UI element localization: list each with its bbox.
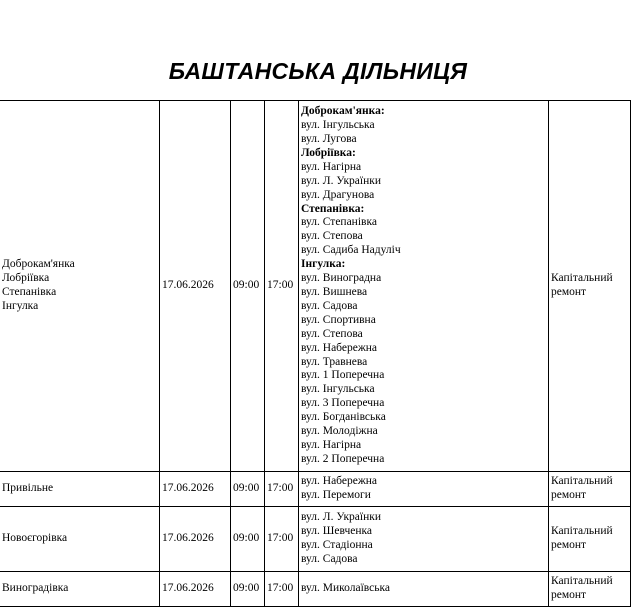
table-row bbox=[0, 472, 631, 507]
time-off-cell bbox=[231, 472, 265, 507]
street-name: вул. Нагірна bbox=[301, 160, 362, 173]
work-type-text: Капітальний bbox=[551, 575, 613, 588]
locality-heading: Доброкам'янка: bbox=[301, 105, 385, 118]
time-on-value: 17:00 bbox=[267, 532, 294, 545]
street-name: вул. 1 Поперечна bbox=[301, 369, 385, 382]
street-name: вул. Драгунова bbox=[301, 188, 375, 201]
time-on-value: 17:00 bbox=[267, 582, 294, 595]
table-row bbox=[0, 507, 631, 572]
date-value: 17.06.2026 bbox=[162, 532, 214, 545]
time-on-cell bbox=[265, 101, 299, 472]
time-off-value: 09:00 bbox=[233, 532, 260, 545]
time-on-cell bbox=[265, 472, 299, 507]
work-type-cell bbox=[549, 101, 631, 472]
locality-cell bbox=[0, 472, 160, 507]
street-name: вул. Миколаївська bbox=[301, 582, 391, 595]
street-name: вул. Виноградна bbox=[301, 272, 382, 285]
date-value: 17.06.2026 bbox=[162, 582, 214, 595]
time-on-value: 17:00 bbox=[267, 279, 294, 292]
street-name: вул. Стадіонна bbox=[301, 539, 373, 551]
work-type-text: ремонт bbox=[551, 589, 587, 601]
street-name: вул. Л. Українки bbox=[301, 174, 381, 187]
time-off-cell bbox=[231, 101, 265, 472]
locality-name: Інгулка bbox=[2, 299, 39, 312]
street-name: вул. Спортивна bbox=[301, 313, 376, 326]
locality-heading: Інгулка: bbox=[301, 258, 346, 271]
street-name: вул. Набережна bbox=[301, 475, 378, 488]
locality-name: Степанівка bbox=[2, 286, 57, 298]
locality-name: Лобріївка bbox=[2, 272, 50, 285]
time-on-value: 17:00 bbox=[267, 482, 294, 495]
outage-schedule-table bbox=[0, 100, 631, 607]
street-name: вул. Степанівка bbox=[301, 216, 377, 229]
locality-heading: Степанівка: bbox=[301, 202, 365, 215]
page-title: БАШТАНСЬКА ДІЛЬНИЦЯ bbox=[168, 58, 468, 84]
street-name: вул. Набережна bbox=[301, 341, 378, 354]
date-cell bbox=[160, 101, 231, 472]
locality-cell bbox=[0, 101, 160, 472]
time-on-cell bbox=[265, 572, 299, 607]
street-name: вул. Богданівська bbox=[301, 411, 386, 424]
streets-cell bbox=[299, 101, 549, 472]
street-name: вул. Травнева bbox=[301, 355, 368, 368]
locality-name: Новоєгорівка bbox=[2, 532, 68, 545]
work-type-text: Капітальний bbox=[551, 525, 613, 538]
time-off-value: 09:00 bbox=[233, 582, 260, 595]
street-name: вул. 3 Поперечна bbox=[301, 397, 385, 410]
work-type-text: Капітальний bbox=[551, 272, 613, 285]
street-name: вул. Степова bbox=[301, 327, 363, 340]
streets-cell bbox=[299, 572, 549, 607]
work-type-text: Капітальний bbox=[551, 475, 613, 488]
table-row bbox=[0, 101, 631, 472]
street-name: вул. Інгульська bbox=[301, 383, 375, 396]
table-row bbox=[0, 572, 631, 607]
street-name: вул. Лугова bbox=[301, 133, 357, 146]
street-name: вул. Перемоги bbox=[301, 489, 371, 501]
locality-name: Привільне bbox=[2, 482, 54, 495]
time-off-cell bbox=[231, 507, 265, 572]
date-value: 17.06.2026 bbox=[162, 482, 214, 495]
street-name: вул. Нагірна bbox=[301, 438, 362, 451]
locality-cell bbox=[0, 572, 160, 607]
locality-heading: Лобріївка: bbox=[301, 146, 356, 159]
locality-name: Доброкам'янка bbox=[2, 258, 75, 271]
date-cell bbox=[160, 472, 231, 507]
time-off-value: 09:00 bbox=[233, 279, 260, 292]
date-cell bbox=[160, 507, 231, 572]
streets-cell bbox=[299, 507, 549, 572]
work-type-text: ремонт bbox=[551, 489, 587, 501]
date-cell bbox=[160, 572, 231, 607]
street-name: вул. Шевченка bbox=[301, 525, 373, 538]
street-name: вул. Вишнева bbox=[301, 286, 368, 298]
street-name: вул. Степова bbox=[301, 230, 363, 243]
street-name: вул. Садиба Надуліч bbox=[301, 244, 401, 257]
streets-cell bbox=[299, 472, 549, 507]
work-type-cell bbox=[549, 507, 631, 572]
work-type-text: ремонт bbox=[551, 539, 587, 551]
work-type-cell bbox=[549, 472, 631, 507]
work-type-text: ремонт bbox=[551, 286, 587, 298]
street-name: вул. Молодіжна bbox=[301, 425, 378, 438]
work-type-cell bbox=[549, 572, 631, 607]
street-name: вул. Садова bbox=[301, 299, 358, 312]
time-off-cell bbox=[231, 572, 265, 607]
date-value: 17.06.2026 bbox=[162, 279, 214, 292]
locality-name: Виноградівка bbox=[2, 582, 69, 595]
street-name: вул. 2 Поперечна bbox=[301, 452, 385, 465]
street-name: вул. Л. Українки bbox=[301, 511, 381, 524]
time-on-cell bbox=[265, 507, 299, 572]
locality-cell bbox=[0, 507, 160, 572]
street-name: вул. Садова bbox=[301, 552, 358, 565]
time-off-value: 09:00 bbox=[233, 482, 260, 495]
street-name: вул. Інгульська bbox=[301, 119, 375, 132]
